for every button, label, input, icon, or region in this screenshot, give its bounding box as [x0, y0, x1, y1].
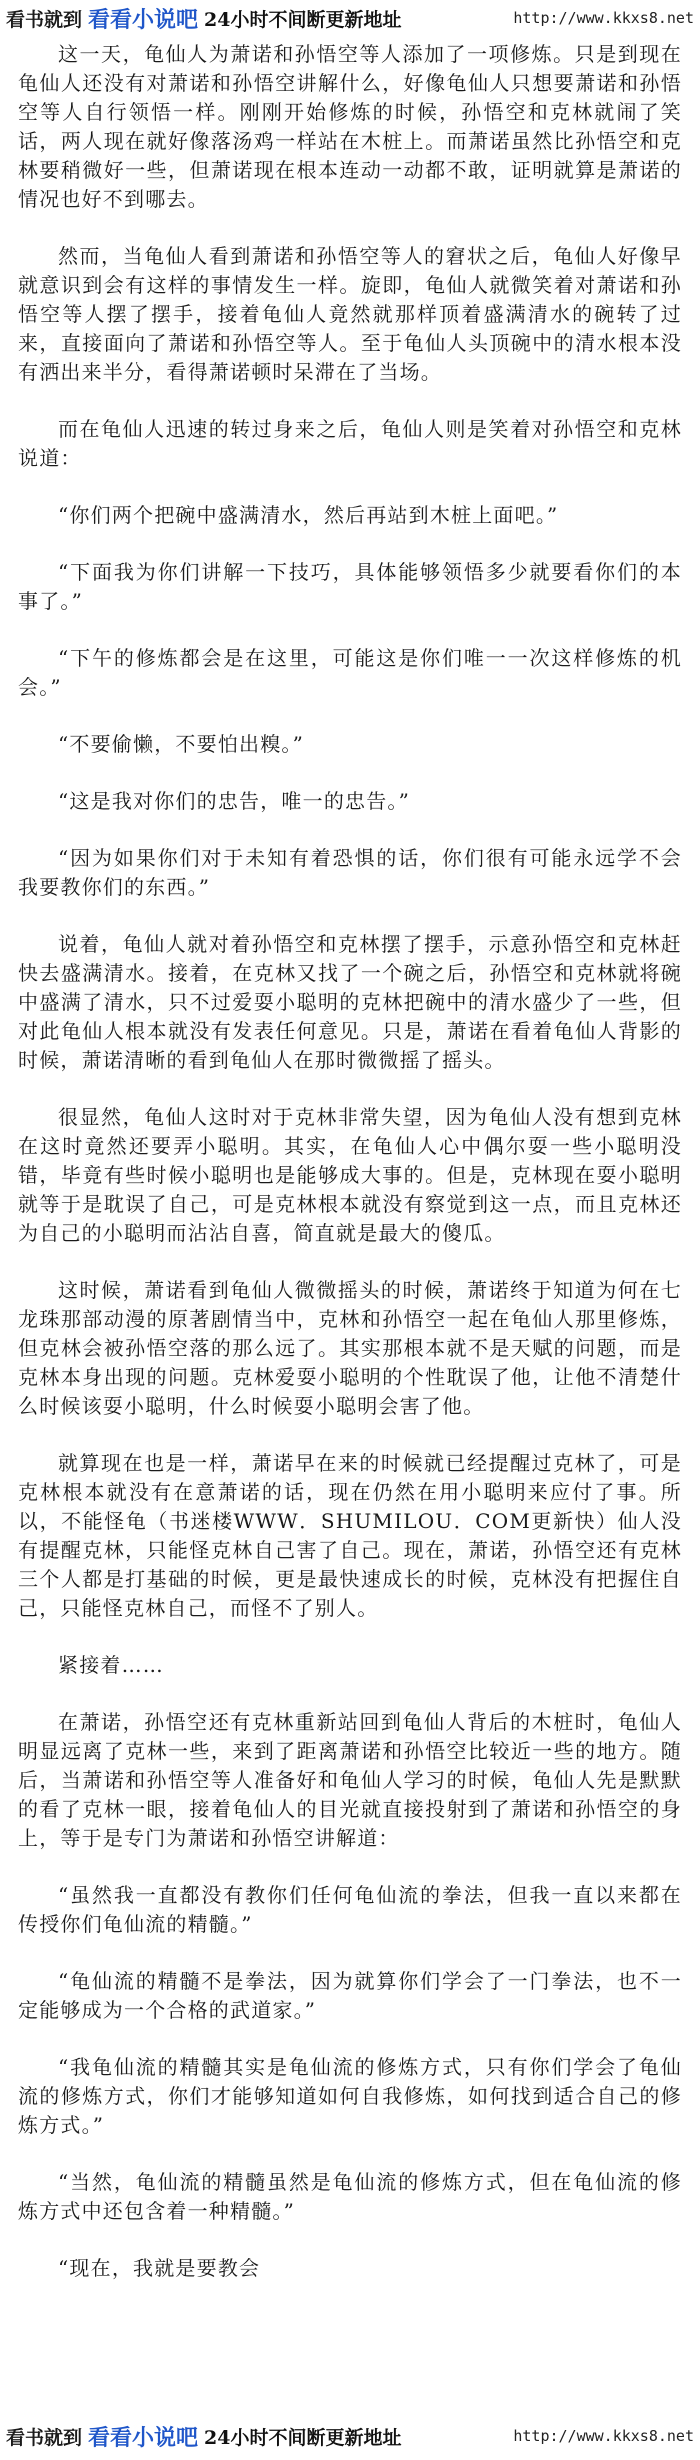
- paragraph: “不要偷懒，不要怕出糗。”: [58, 732, 305, 756]
- paragraph: 在萧诺，孙悟空还有克林重新站回到龟仙人背后的木桩时，龟仙人明显远离了克林一些，来到了距离萧诺和孙悟空比较近一些的地方。随后，当萧诺和孙悟空等人准备好和龟仙人学习的时候，龟仙人先是默默的看了克林一眼，接着龟仙人的目光就直接投射到了萧诺和孙悟空的身上，等于是专门为萧诺和孙悟空讲解道：: [18, 1710, 682, 1850]
- banner-lead-text: 看书就到: [6, 8, 83, 31]
- paragraph: “下面我为你们讲解一下技巧，具体能够领悟多少就要看你们的本事了。”: [18, 560, 682, 613]
- site-brand-link[interactable]: 看看小说吧: [88, 7, 199, 33]
- paragraph: 说着，龟仙人就对着孙悟空和克林摆了摆手，示意孙悟空和克林赶快去盛满清水。接着，在克林又找了一个碗之后，孙悟空和克林就将碗中盛满了清水，只不过爱耍小聪明的克林把碗中的清水盛少了一些，但对此龟仙人根本就没有发表任何意见。只是，萧诺在看着龟仙人背影的时候，萧诺清晰的看到龟仙人在那时微微摇了摇头。: [18, 932, 682, 1072]
- site-url-link[interactable]: http://www.kkxs8.net: [513, 9, 694, 27]
- paragraph: 然而，当龟仙人看到萧诺和孙悟空等人的窘状之后，龟仙人好像早就意识到会有这样的事情发生一样。旋即，龟仙人就微笑着对萧诺和孙悟空等人摆了摆手，接着龟仙人竟然就那样顶着盛满清水的碗转了过来，直接面向了萧诺和孙悟空等人。至于龟仙人头顶碗中的清水根本没有洒出来半分，看得萧诺顿时呆滞在了当场。: [18, 244, 682, 384]
- paragraph: “这是我对你们的忠告，唯一的忠告。”: [58, 789, 411, 813]
- paragraph: “因为如果你们对于未知有着恐惧的话，你们很有可能永远学不会我要教你们的东西。”: [18, 846, 682, 899]
- paragraph: “龟仙流的精髓不是拳法，因为就算你们学会了一门拳法，也不一定能够成为一个合格的武道家。”: [18, 1969, 682, 2022]
- paragraph: 而在龟仙人迅速的转过身来之后，龟仙人则是笑着对孙悟空和克林说道：: [18, 417, 682, 470]
- banner-tagline: 24小时不间断更新地址: [204, 8, 402, 31]
- banner-lead-text: 看书就到: [6, 2426, 83, 2449]
- paragraph: “我龟仙流的精髓其实是龟仙流的修炼方式，只有你们学会了龟仙流的修炼方式，你们才能够知道如何自我修炼，如何找到适合自己的修炼方式。”: [18, 2055, 682, 2137]
- paragraph: “你们两个把碗中盛满清水，然后再站到木桩上面吧。”: [58, 503, 559, 527]
- site-brand-link[interactable]: 看看小说吧: [88, 2425, 199, 2451]
- banner-tagline: 24小时不间断更新地址: [204, 2426, 402, 2449]
- paragraph: 这时候，萧诺看到龟仙人微微摇头的时候，萧诺终于知道为何在七龙珠那部动漫的原著剧情当中，克林和孙悟空一起在龟仙人那里修炼，但克林会被孙悟空落的那么远了。其实那根本就不是天赋的问题，而是克林本身出现的问题。克林爱耍小聪明的个性耽误了他，让他不清楚什么时候该耍小聪明，什么时候耍小聪明会害了他。: [18, 1278, 682, 1418]
- paragraph: 很显然，龟仙人这时对于克林非常失望，因为龟仙人没有想到克林在这时竟然还要弄小聪明。其实，在龟仙人心中偶尔耍一些小聪明没错，毕竟有些时候小聪明也是能够成大事的。但是，克林现在耍小聪明就等于是耽误了自己，可是克林根本就没有察觉到这一点，而且克林还为自己的小聪明而沾沾自喜，简直就是最大的傻瓜。: [18, 1105, 682, 1245]
- footer-banner: [0, 2418, 700, 2454]
- paragraph: 这一天，龟仙人为萧诺和孙悟空等人添加了一项修炼。只是到现在龟仙人还没有对萧诺和孙悟空讲解什么，好像龟仙人只想要萧诺和孙悟空等人自行领悟一样。刚刚开始修炼的时候，孙悟空和克林就闹了笑话，两人现在就好像落汤鸡一样站在木桩上。而萧诺虽然比孙悟空和克林要稍微好一些，但萧诺现在根本连动一动都不敢，证明就算是萧诺的情况也好不到哪去。: [18, 42, 682, 211]
- paragraph: 紧接着……: [58, 1653, 164, 1677]
- site-url-link[interactable]: http://www.kkxs8.net: [513, 2427, 694, 2445]
- chapter-content: [18, 40, 682, 2311]
- paragraph: “现在，我就是要教会: [58, 2256, 261, 2280]
- paragraph: “当然，龟仙流的精髓虽然是龟仙流的修炼方式，但在龟仙流的修炼方式中还包含着一种精髓。”: [18, 2170, 682, 2223]
- paragraph: “下午的修炼都会是在这里，可能这是你们唯一一次这样修炼的机会。”: [18, 646, 682, 699]
- header-banner: [0, 0, 700, 36]
- paragraph: “虽然我一直都没有教你们任何龟仙流的拳法，但我一直以来都在传授你们龟仙流的精髓。”: [18, 1883, 682, 1936]
- paragraph: 就算现在也是一样，萧诺早在来的时候就已经提醒过克林了，可是克林根本就没有在意萧诺的话，现在仍然在用小聪明来应付了事。所以，不能怪龟（书迷楼WWW．SHUMILOU．COM更新快）仙人没有提醒克林，只能怪克林自己害了自己。现在，萧诺，孙悟空还有克林三个人都是打基础的时候，更是最快速成长的时候，克林没有把握住自己，只能怪克林自己，而怪不了别人。: [18, 1451, 682, 1620]
